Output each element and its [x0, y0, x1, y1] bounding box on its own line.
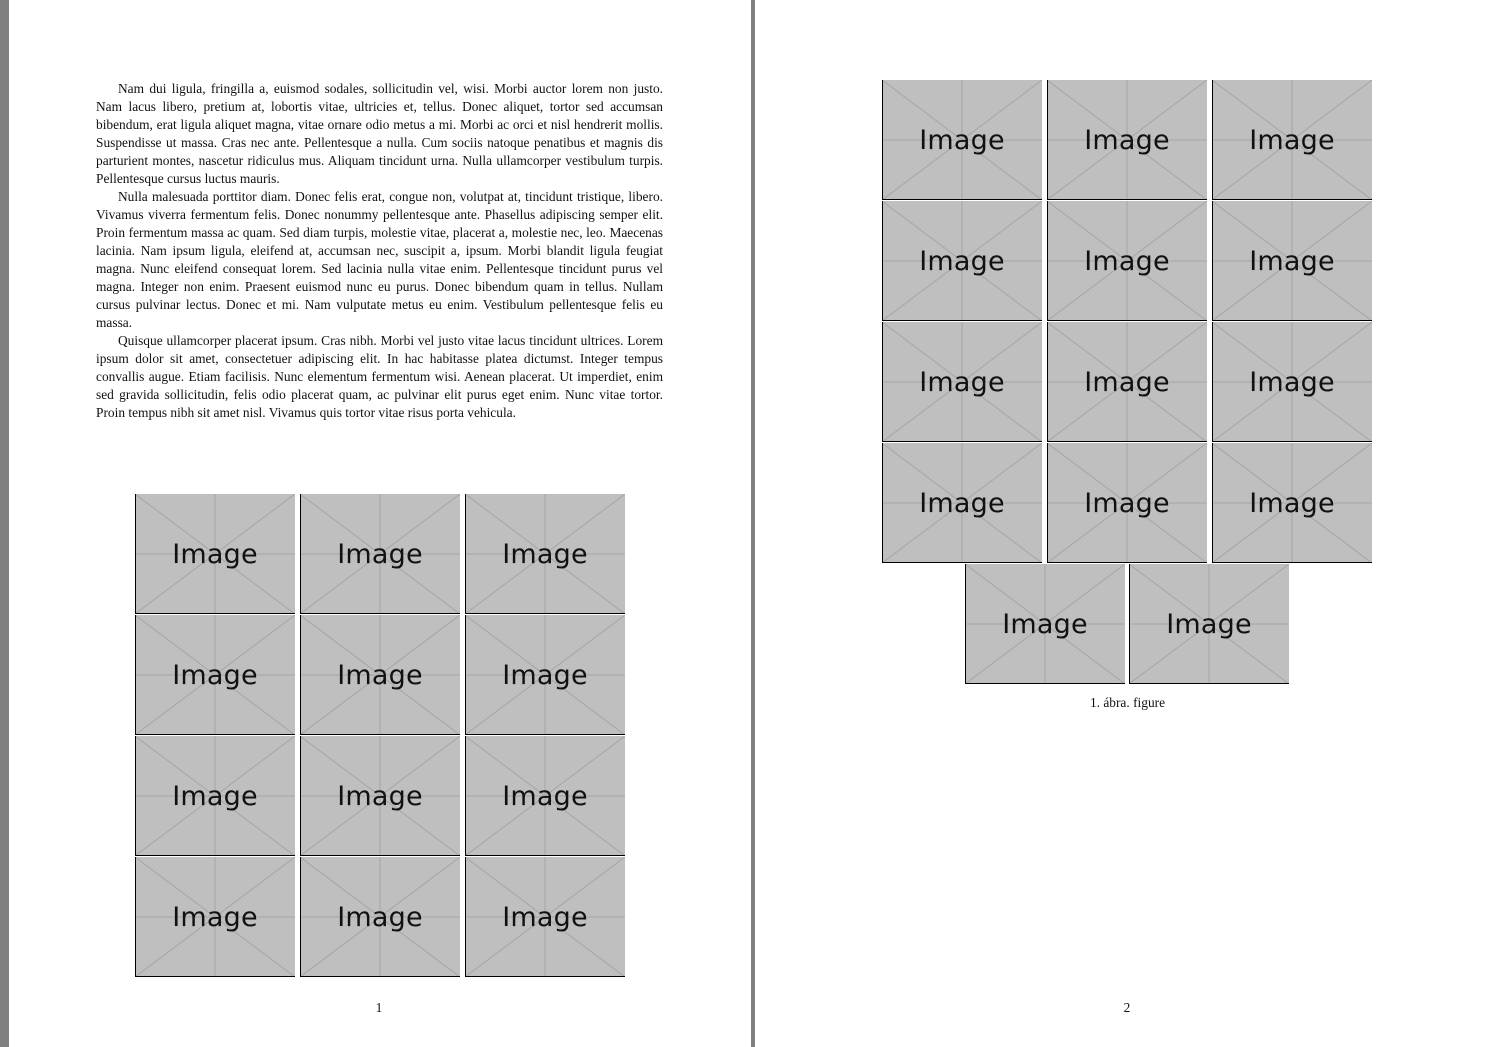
image-placeholder-label: Image	[337, 538, 423, 570]
image-placeholder-label: Image	[1166, 608, 1252, 640]
image-placeholder	[135, 494, 295, 614]
image-placeholder-label: Image	[1084, 366, 1170, 398]
image-placeholder-label: Image	[1002, 608, 1088, 640]
image-placeholder-label: Image	[919, 245, 1005, 277]
body-text	[96, 80, 663, 422]
image-placeholder	[135, 857, 295, 977]
image-placeholder-label: Image	[502, 780, 588, 812]
image-placeholder	[882, 201, 1042, 321]
page-2	[755, 0, 1500, 1047]
image-placeholder	[1047, 322, 1207, 442]
image-placeholder	[1212, 80, 1372, 200]
image-placeholder	[465, 615, 625, 735]
image-placeholder-label: Image	[1084, 487, 1170, 519]
image-placeholder-label: Image	[172, 901, 258, 933]
image-placeholder	[1047, 443, 1207, 563]
image-placeholder	[882, 80, 1042, 200]
image-placeholder	[300, 736, 460, 856]
image-placeholder-label: Image	[919, 124, 1005, 156]
figure-caption: 1. ábra. figure	[1089, 695, 1166, 710]
image-placeholder-label: Image	[1084, 245, 1170, 277]
image-placeholder	[135, 736, 295, 856]
image-placeholder	[135, 615, 295, 735]
image-placeholder	[300, 857, 460, 977]
image-placeholder	[1212, 443, 1372, 563]
image-placeholder	[1212, 322, 1372, 442]
image-placeholder	[1212, 201, 1372, 321]
image-placeholder-label: Image	[502, 901, 588, 933]
image-placeholder	[465, 736, 625, 856]
image-placeholder	[965, 564, 1125, 684]
page-1	[9, 0, 751, 1047]
image-placeholder-label: Image	[919, 366, 1005, 398]
page-number: 2	[1123, 1000, 1131, 1015]
image-placeholder-label: Image	[172, 659, 258, 691]
image-placeholder-label: Image	[337, 659, 423, 691]
image-placeholder	[882, 443, 1042, 563]
image-placeholder-label: Image	[919, 487, 1005, 519]
image-placeholder-label: Image	[1249, 124, 1335, 156]
image-placeholder-label: Image	[502, 538, 588, 570]
image-placeholder-label: Image	[172, 538, 258, 570]
image-placeholder-label: Image	[1249, 366, 1335, 398]
image-placeholder	[465, 494, 625, 614]
image-placeholder	[465, 857, 625, 977]
image-placeholder-label: Image	[1249, 245, 1335, 277]
page-number: 1	[375, 1000, 383, 1015]
image-placeholder	[300, 494, 460, 614]
image-placeholder	[300, 615, 460, 735]
paragraph-2: Nulla malesuada porttitor diam. Donec felis erat, congue non, volutpat at, tincidunt tristique, libero. Vivamus viverra fermentum felis. Donec nonummy pellentesque ante. Phasellus adipiscing semper elit. Proin fermentum massa ac quam. Sed diam turpis, molestie vitae, placerat a, molestie nec, leo. Maecenas lacinia. Nam ipsum ligula, eleifend at, accumsan nec, suscipit a, ipsum. Morbi blandit ligula feugiat magna. Nunc eleifend consequat lorem. Sed lacinia nulla vitae enim. Pellentesque tincidunt purus vel magna. Integer non enim. Praesent euismod nunc eu purus. Donec bibendum quam in tellus. Nullam cursus pulvinar lectus. Donec et mi. Nam vulputate metus eu enim. Vestibulum pellentesque felis eu massa.	[96, 189, 663, 330]
image-placeholder-label: Image	[1249, 487, 1335, 519]
image-placeholder-label: Image	[172, 780, 258, 812]
image-placeholder	[1129, 564, 1289, 684]
image-placeholder-label: Image	[337, 901, 423, 933]
image-placeholder-label: Image	[1084, 124, 1170, 156]
image-placeholder-label: Image	[337, 780, 423, 812]
image-placeholder	[1047, 80, 1207, 200]
paragraph-3: Quisque ullamcorper placerat ipsum. Cras nibh. Morbi vel justo vitae lacus tincidunt ultrices. Lorem ipsum dolor sit amet, consectetuer adipiscing elit. In hac habitasse platea dictumst. Integer tempus convallis augue. Etiam facilisis. Nunc elementum fermentum wisi. Aenean placerat. Ut imperdiet, enim sed gravida sollicitudin, felis odio placerat quam, ac pulvinar elit purus eget enim. Nunc vitae tortor. Proin tempus nibh sit amet nisl. Vivamus quis tortor vitae risus porta vehicula.	[96, 333, 663, 420]
image-placeholder	[1047, 201, 1207, 321]
image-placeholder	[882, 322, 1042, 442]
paragraph-1: Nam dui ligula, fringilla a, euismod sodales, sollicitudin vel, wisi. Morbi auctor lorem non justo. Nam lacus libero, pretium at, lobortis vitae, ultricies et, tellus. Donec aliquet, tortor sed accumsan bibendum, erat ligula aliquet magna, vitae ornare odio metus a mi. Morbi ac orci et nisl hendrerit mollis. Suspendisse ut massa. Cras nec ante. Pellentesque a nulla. Cum sociis natoque penatibus et magnis dis parturient montes, nascetur ridiculus mus. Aliquam tincidunt urna. Nulla ullamcorper vestibulum turpis. Pellentesque cursus luctus mauris.	[96, 81, 663, 186]
image-placeholder-label: Image	[502, 659, 588, 691]
